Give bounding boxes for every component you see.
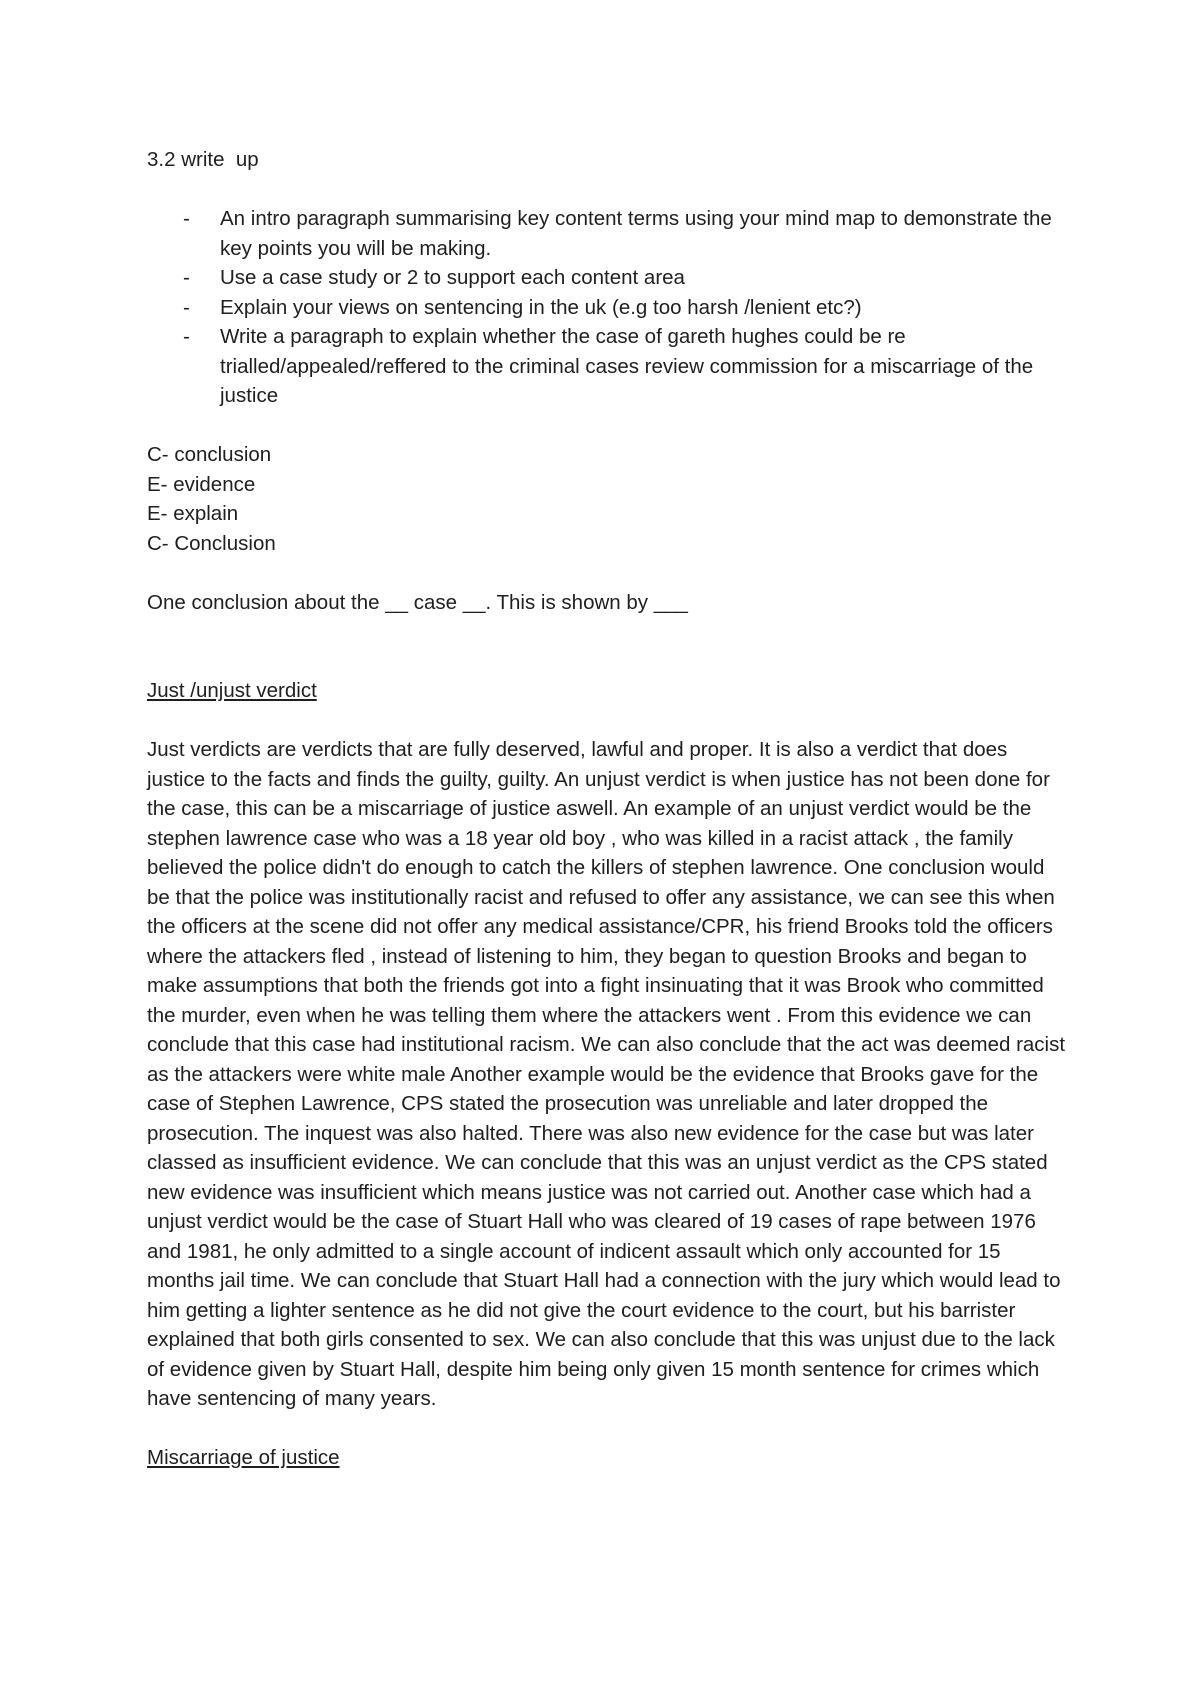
task-list-item [147, 322, 1067, 411]
dash-bullet-icon: - [183, 325, 190, 348]
section-heading-just-unjust-verdict: Just /unjust verdict [147, 679, 317, 702]
task-text: Explain your views on sentencing in the uk (e.g too harsh /lenient etc?) [220, 295, 862, 319]
task-text: Use a case study or 2 to support each content area [220, 266, 685, 289]
dash-bullet-icon: - [183, 266, 190, 289]
template-sentence: One conclusion about the __ case __. This is shown by ___ [147, 590, 688, 614]
acronym-line: C- conclusion [147, 443, 272, 466]
task-text: Write a paragraph to explain whether the case of gareth hughes could be re trialled/appealed/reffered to the criminal cases review commission for a miscarriage of the justice [220, 325, 1034, 407]
acronym-line: C- Conclusion [147, 531, 276, 555]
dash-bullet-icon: - [183, 207, 190, 230]
section-body-just-unjust-verdict: Just verdicts are verdicts that are fully deserved, lawful and proper. It is also a verdict that does justice to the facts and finds the guilty, guilty. An unjust verdict is when justice has not been done for the case, this can be a miscarriage of justice aswell. An example of an unjust verdict would be the stephen lawrence case who was a 18 year old boy , who was killed in a racist attack , the family believed the police didn't do enough to catch the killers of stephen lawrence. One conclusion would be that the police was institutionally racist and refused to offer any assistance, we can see this when the officers at the scene did not offer any medical assistance/CPR, his friend Brooks told the officers where the attackers fled , instead of listening to him, they began to question Brooks and began to make assumptions that both the friends got into a fight insinuating that it was Brook who committed the murder, even when he was telling them where the attackers went . From this evidence we can conclude that this case had institutional racism. We can also conclude that the act was deemed racist as the attackers were white male Another example would be the evidence that Brooks gave for the case of Stephen Lawrence, CPS stated the prosecution was unreliable and later dropped the prosecution. The inquest was also halted. There was also new evidence for the case but was later classed as insufficient evidence. We can conclude that this was an unjust verdict as the CPS stated new evidence was insufficient which means justice was not carried out. Another case which had a unjust verdict would be the case of Stuart Hall who was cleared of 19 cases of rape between 1976 and 1981, he only admitted to a single account of indicent assault which only accounted for 15 months jail time. We can conclude that Stuart Hall had a connection with the jury which would lead to him getting a lighter sentence as he did not give the court evidence to the court, but his barrister explained that both girls consented to sex. We can also conclude that this was unjust due to the lack of evidence given by Stuart Hall, despite him being only given 15 month sentence for crimes which have sentencing of many years. [147, 738, 1066, 1410]
document-content [147, 145, 1067, 1473]
task-text: An intro paragraph summarising key content terms using your mind map to demonstrate the key points you will be making. [220, 207, 1052, 260]
section-heading-miscarriage-of-justice: Miscarriage of justice [147, 1446, 340, 1469]
dash-bullet-icon: - [183, 295, 190, 319]
acronym-line: E- explain [147, 502, 239, 525]
task-list-item [147, 263, 1067, 293]
document-title: 3.2 write up [147, 148, 259, 171]
task-list-item [147, 293, 1067, 323]
task-list-item [147, 204, 1067, 263]
task-list [147, 204, 1067, 411]
acronym-line: E- evidence [147, 472, 256, 496]
acronym-list [147, 440, 1067, 558]
